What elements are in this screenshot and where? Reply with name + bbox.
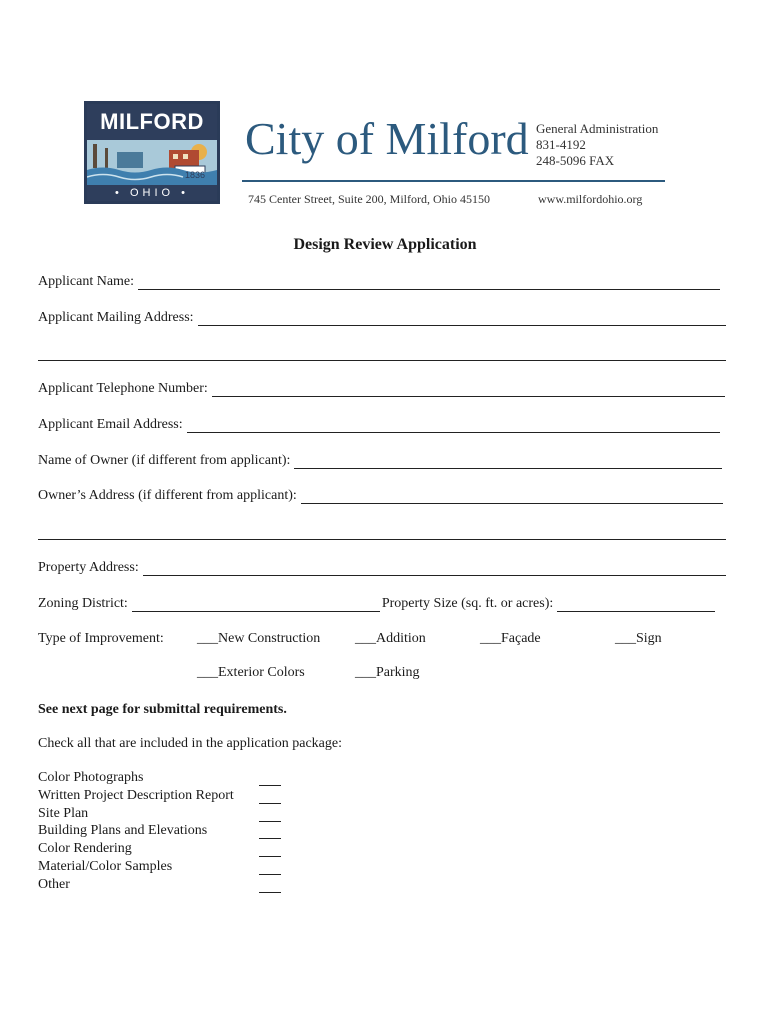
header-divider — [242, 180, 665, 182]
owner-address-field-line-2[interactable] — [38, 539, 726, 540]
check-blank-project-description[interactable] — [259, 803, 281, 804]
check-blank-other[interactable] — [259, 892, 281, 893]
property-address-label: Property Address: — [38, 560, 139, 575]
city-title: City of Milford — [245, 113, 529, 164]
email-row — [38, 417, 720, 433]
fax-number: 248-5096 FAX — [536, 153, 615, 168]
improvement-label: Type of Improvement: — [38, 631, 164, 646]
property-address-row — [38, 560, 726, 576]
city-website: www.milfordohio.org — [538, 192, 643, 206]
option-parking[interactable]: ___Parking — [355, 665, 420, 680]
logo-year: 1836 — [184, 170, 206, 180]
option-new-construction[interactable]: ___New Construction — [197, 631, 321, 646]
department-name: General Administration — [536, 121, 659, 136]
applicant-name-label: Applicant Name: — [38, 274, 135, 289]
check-blank-color-photographs[interactable] — [259, 785, 281, 786]
check-blank-material-samples[interactable] — [259, 874, 281, 875]
zoning-size-row — [38, 596, 715, 612]
check-item-project-description: Written Project Description Report — [38, 788, 234, 803]
owner-address-field[interactable] — [301, 491, 723, 504]
logo-top-text: MILFORD — [87, 104, 217, 140]
check-blank-color-rendering[interactable] — [259, 856, 281, 857]
zoning-district-field[interactable] — [132, 599, 380, 612]
applicant-name-row — [38, 274, 720, 290]
phone-number: 831-4192 — [536, 137, 586, 152]
check-item-color-photographs: Color Photographs — [38, 770, 144, 785]
check-item-other: Other — [38, 877, 70, 892]
mailing-address-field[interactable] — [198, 313, 726, 326]
owner-name-label: Name of Owner (if different from applicant): — [38, 453, 291, 468]
check-blank-building-plans[interactable] — [259, 838, 281, 839]
contact-block — [536, 121, 658, 169]
check-item-building-plans: Building Plans and Elevations — [38, 823, 208, 838]
zoning-district-label: Zoning District: — [38, 596, 128, 611]
checklist-intro: Check all that are included in the application package: — [38, 736, 342, 751]
mailing-address-row — [38, 310, 726, 326]
check-item-site-plan: Site Plan — [38, 806, 89, 821]
check-item-material-samples: Material/Color Samples — [38, 859, 173, 874]
email-field[interactable] — [187, 420, 720, 433]
city-logo — [84, 101, 220, 204]
check-item-color-rendering: Color Rendering — [38, 841, 132, 856]
owner-name-row — [38, 453, 722, 469]
telephone-row — [38, 381, 725, 397]
logo-bottom-text: • OHIO • — [87, 185, 217, 201]
owner-address-row — [38, 488, 723, 504]
option-exterior-colors[interactable]: ___Exterior Colors — [197, 665, 305, 680]
option-sign[interactable]: ___Sign — [615, 631, 662, 646]
mailing-address-field-line-2[interactable] — [38, 360, 726, 361]
telephone-label: Applicant Telephone Number: — [38, 381, 208, 396]
property-size-field[interactable] — [557, 599, 715, 612]
form-title: Design Review Application — [293, 236, 477, 253]
check-blank-site-plan[interactable] — [259, 821, 281, 822]
city-address: 745 Center Street, Suite 200, Milford, Ohio 45150 — [248, 192, 490, 206]
option-facade[interactable]: ___Façade — [480, 631, 541, 646]
telephone-field[interactable] — [212, 384, 725, 397]
property-size-label: Property Size (sq. ft. or acres): — [381, 596, 554, 611]
owner-address-label: Owner’s Address (if different from applicant): — [38, 488, 297, 503]
property-address-field[interactable] — [143, 563, 726, 576]
email-label: Applicant Email Address: — [38, 417, 183, 432]
option-addition[interactable]: ___Addition — [355, 631, 426, 646]
applicant-name-field[interactable] — [138, 277, 720, 290]
submittal-note: See next page for submittal requirements. — [38, 702, 287, 717]
mailing-address-label: Applicant Mailing Address: — [38, 310, 194, 325]
owner-name-field[interactable] — [294, 456, 722, 469]
